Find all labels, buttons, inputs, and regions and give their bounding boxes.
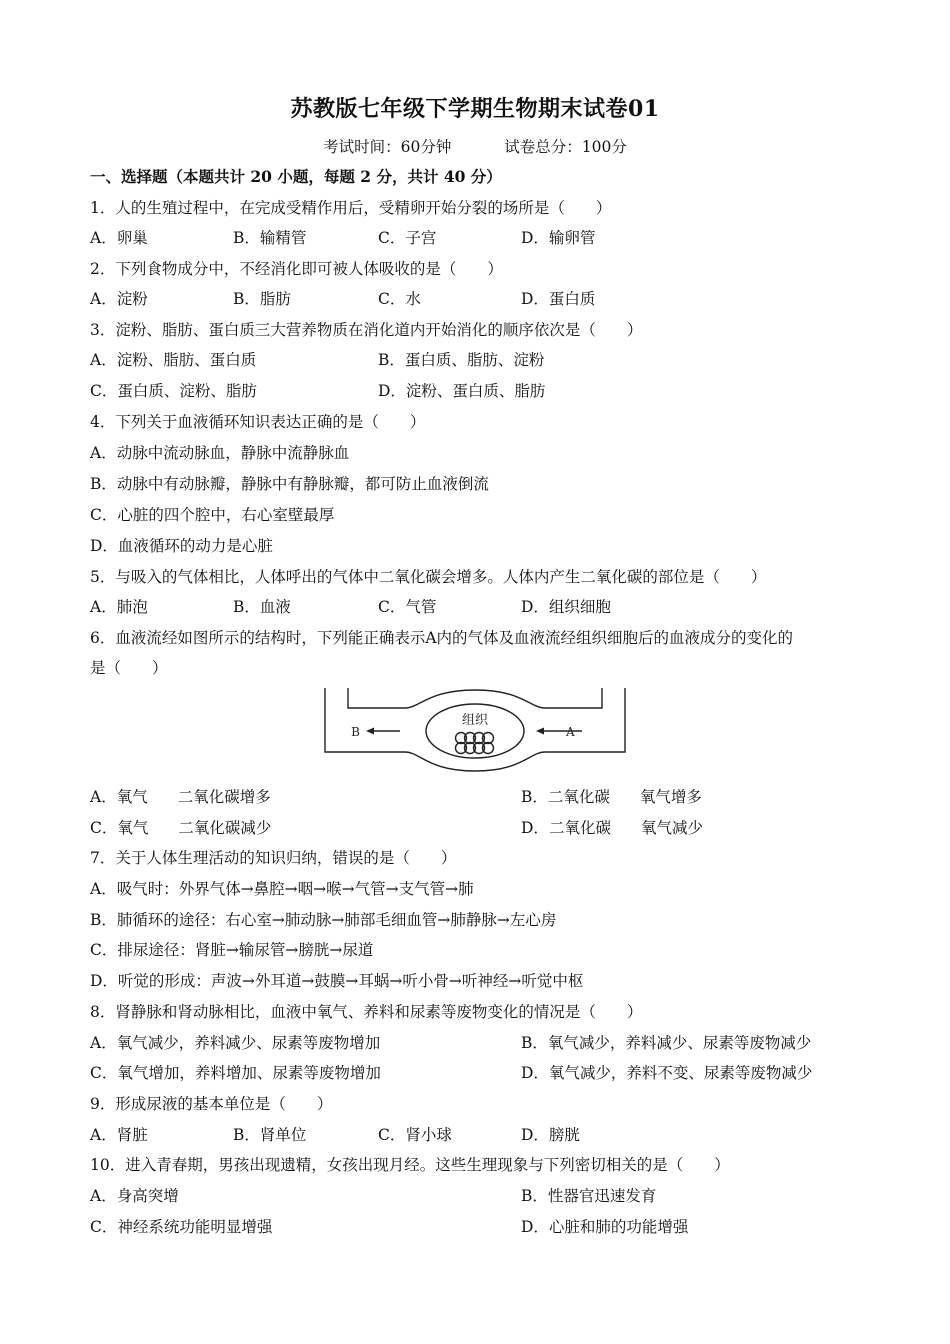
option-a: A．身高突增 — [90, 1187, 179, 1205]
option-d: D．听觉的形成：声波→外耳道→鼓膜→耳蜗→听小骨→听神经→听觉中枢 — [90, 972, 584, 990]
option-c: C．氧气 二氧化碳减少 — [90, 819, 272, 837]
option-b: B．脂肪 — [233, 290, 291, 308]
option-c: C．氧气增加，养料增加、尿素等废物增加 — [90, 1064, 381, 1082]
option-b: B．肾单位 — [233, 1126, 307, 1144]
exam-score: 试卷总分：100分 — [504, 138, 627, 156]
question-2-stem: 2．下列食物成分中，不经消化即可被人体吸收的是（ ） — [90, 260, 503, 278]
option-b: B．动脉中有动脉瓣，静脉中有静脉瓣，都可防止血液倒流 — [90, 475, 489, 493]
option-d: D．淀粉、蛋白质、脂肪 — [378, 382, 546, 400]
question-4-stem: 4．下列关于血液循环知识表达正确的是（ ） — [90, 413, 426, 431]
question-5-stem: 5．与吸入的气体相比，人体呼出的气体中二氧化碳会增多。人体内产生二氧化碳的部位是（ ） — [90, 568, 767, 586]
option-b: B．输精管 — [233, 229, 307, 247]
option-c: C．神经系统功能明显增强 — [90, 1218, 273, 1236]
option-d: D．组织细胞 — [521, 598, 611, 616]
exam-meta — [0, 135, 950, 157]
option-d: D．输卵管 — [521, 229, 596, 247]
option-b: B．肺循环的途径：右心室→肺动脉→肺部毛细血管→肺静脉→左心房 — [90, 911, 557, 929]
option-d: D．心脏和肺的功能增强 — [521, 1218, 689, 1236]
option-b: B．蛋白质、脂肪、淀粉 — [378, 351, 545, 369]
question-10-stem: 10．进入青春期，男孩出现遗精，女孩出现月经。这些生理现象与下列密切相关的是（ ） — [90, 1156, 730, 1174]
question-8-stem: 8．肾静脉和肾动脉相比，血液中氧气、养料和尿素等废物变化的情况是（ ） — [90, 1003, 643, 1021]
option-b: B．性器官迅速发育 — [521, 1187, 657, 1205]
option-b: B．二氧化碳 氧气增多 — [521, 788, 702, 806]
option-c: C．子宫 — [378, 229, 437, 247]
option-a: A．淀粉、脂肪、蛋白质 — [90, 351, 257, 369]
question-6-stem-cont: 是（ ） — [90, 659, 168, 677]
option-b: B．血液 — [233, 598, 291, 616]
option-c: C．排尿途径：肾脏→输尿管→膀胱→尿道 — [90, 941, 374, 959]
option-b: B．氧气减少，养料减少、尿素等废物减少 — [521, 1034, 812, 1052]
option-a: A．氧气 二氧化碳增多 — [90, 788, 271, 806]
tissue-capillary-figure — [320, 686, 630, 776]
option-d: D．氧气减少，养料不变、尿素等废物减少 — [521, 1064, 813, 1082]
option-a: A．动脉中流动脉血，静脉中流静脉血 — [90, 444, 350, 462]
option-a: A．肾脏 — [90, 1126, 148, 1144]
option-c: C．气管 — [378, 598, 437, 616]
option-a: A．氧气减少，养料减少、尿素等废物增加 — [90, 1034, 381, 1052]
exam-time: 考试时间：60分钟 — [323, 138, 452, 156]
figure-tissue-label: 组织 — [461, 713, 489, 728]
figure-label-b: B — [351, 725, 360, 739]
page-title: 苏教版七年级下学期生物期末试卷01 — [290, 96, 660, 122]
section-heading: 一、选择题（本题共计 20 小题，每题 2 分，共计 40 分） — [90, 167, 502, 186]
option-a: A．吸气时：外界气体→鼻腔→咽→喉→气管→支气管→肺 — [90, 880, 474, 898]
option-c: C．水 — [378, 290, 421, 308]
question-1-stem: 1．人的生殖过程中，在完成受精作用后，受精卵开始分裂的场所是（ ） — [90, 199, 612, 217]
option-c: C．肾小球 — [378, 1126, 452, 1144]
figure-label-a: A — [566, 725, 575, 739]
question-9-stem: 9．形成尿液的基本单位是（ ） — [90, 1095, 333, 1113]
option-a: A．淀粉 — [90, 290, 148, 308]
option-a: A．肺泡 — [90, 598, 148, 616]
option-d: D．蛋白质 — [521, 290, 596, 308]
option-d: D．二氧化碳 氧气减少 — [521, 819, 703, 837]
question-6-stem: 6．血液流经如图所示的结构时，下列能正确表示A内的气体及血液流经组织细胞后的血液成分的变化的 — [90, 629, 794, 647]
question-7-stem: 7．关于人体生理活动的知识归纳，错误的是（ ） — [90, 849, 457, 867]
question-3-stem: 3．淀粉、脂肪、蛋白质三大营养物质在消化道内开始消化的顺序依次是（ ） — [90, 321, 643, 339]
option-c: C．心脏的四个腔中，右心室壁最厚 — [90, 506, 335, 524]
option-d: D．血液循环的动力是心脏 — [90, 537, 273, 555]
option-c: C．蛋白质、淀粉、脂肪 — [90, 382, 257, 400]
option-d: D．膀胱 — [521, 1126, 580, 1144]
option-a: A．卵巢 — [90, 229, 148, 247]
